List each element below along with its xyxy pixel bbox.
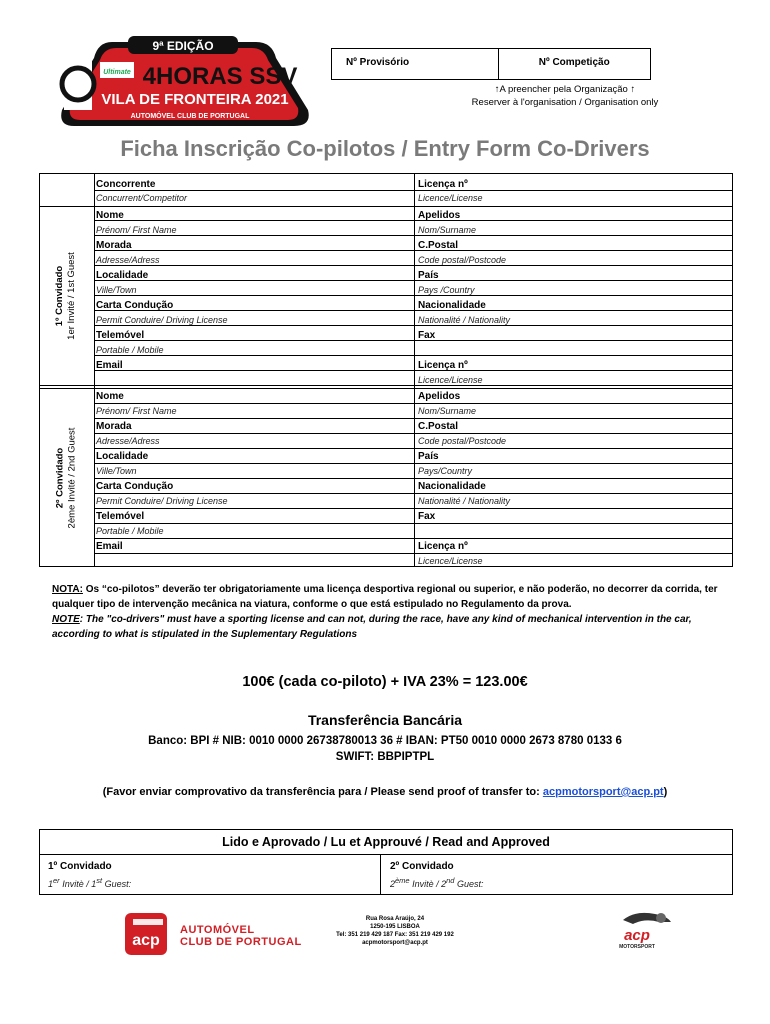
organisation-note-pt: ↑A preencher pela Organização ↑ xyxy=(494,84,636,95)
guest2-right-field-5-sub: Licence/License xyxy=(418,556,483,566)
guest2-left-field-1-label[interactable]: Morada xyxy=(96,421,132,432)
note-block xyxy=(52,582,742,642)
note-pt: NOTA: Os “co-pilotos” deverão ter obrigatoriamente uma licença desportiva regional ou superior, e não poderão, no decorrer da corrida, ter qualquer tipo de intervenção mecânica na viatura, conforme o que está estipulado no Regulamento da prova. xyxy=(52,584,718,610)
guest2-right-field-3-sub: Nationalité / Nationality xyxy=(418,496,511,506)
competitor-licence-sub: Licence/License xyxy=(418,193,483,203)
guest1-right-field-0-sub: Nom/Surname xyxy=(418,225,477,235)
acp-name: AUTOMÓVEL CLUB DE PORTUGAL xyxy=(180,924,302,948)
event-logo xyxy=(50,32,318,132)
guest2-right-field-0-label[interactable]: Apelidos xyxy=(418,391,461,402)
logo-edition: 9ª EDIÇÃO xyxy=(152,39,214,53)
organisation-note-en: Reserver à l'organisation / Organisation only xyxy=(471,97,659,108)
guest1-right-field-3-label[interactable]: Nacionalidade xyxy=(418,300,486,311)
guest2-right-field-5-label[interactable]: Licença nº xyxy=(418,541,468,552)
acp-logo xyxy=(125,913,167,955)
guest1-right-field-2-label[interactable]: País xyxy=(418,270,439,281)
logo-line2: VILA DE FRONTEIRA 2021 xyxy=(101,91,289,108)
swift-line: SWIFT: BBPIPTPL xyxy=(335,751,435,763)
guest2-left-field-4-label[interactable]: Telemóvel xyxy=(96,511,145,522)
guest1-right-field-4-label[interactable]: Fax xyxy=(418,330,436,341)
organisation-note xyxy=(430,83,700,109)
guest2-left-field-3-sub: Permit Conduire/ Driving License xyxy=(96,496,228,506)
provisional-number-field[interactable]: Nº Provisório xyxy=(332,49,499,79)
competitor-label: Concorrente xyxy=(96,179,156,190)
entry-form xyxy=(39,173,733,567)
note-en: NOTE: The "co-drivers" must have a sporting license and can not, during the race, have any kind of mechanical intervention in the car, according to what is stipulated in the Suplementary Regulations xyxy=(52,614,692,640)
guest1-left-field-0-sub: Prénom/ First Name xyxy=(96,225,177,235)
guest2-right-field-2-label[interactable]: País xyxy=(418,451,439,462)
page-title: Ficha Inscrição Co-pilotos / Entry Form Co-Drivers xyxy=(120,136,650,161)
approve-guest1-sub[interactable]: 1er Invitè / 1st Guest: xyxy=(48,876,132,889)
guest1-right-field-5-sub: Licence/License xyxy=(418,375,483,385)
approval-head: Lido e Aprovado / Lu et Approuvé / Read and Approved xyxy=(40,830,732,855)
logo-sponsor: Ultimate xyxy=(103,69,131,76)
guest1-left-field-4-sub: Portable / Mobile xyxy=(96,345,164,355)
guest1-right-field-0-label[interactable]: Apelidos xyxy=(418,210,461,221)
guest2-side-label: 2º Convidado 2ème Invité / 2nd Guest xyxy=(54,427,77,528)
guest2-right-field-3-label[interactable]: Nacionalidade xyxy=(418,481,486,492)
bank-details xyxy=(0,733,770,765)
guest1-left-field-2-sub: Ville/Town xyxy=(96,285,137,295)
organisation-box xyxy=(331,48,651,80)
guest1-left-field-3-label[interactable]: Carta Condução xyxy=(96,300,174,311)
guest2-left-field-5-label[interactable]: Email xyxy=(96,541,123,552)
proof-line: (Favor enviar comprovativo da transferência para / Please send proof of transfer to: acpmotorsport@acp.pt) xyxy=(102,786,668,798)
guest1-left-field-5-label[interactable]: Email xyxy=(96,360,123,371)
guest2-right-field-4-label[interactable]: Fax xyxy=(418,511,436,522)
guest2-right-field-0-sub: Nom/Surname xyxy=(418,406,477,416)
approve-guest2-sub[interactable]: 2ème Invitè / 2nd Guest: xyxy=(390,876,484,889)
guest2-left-field-1-sub: Adresse/Adress xyxy=(96,436,160,446)
guest2-left-field-3-label[interactable]: Carta Condução xyxy=(96,481,174,492)
approve-guest1-label: 1º Convidado xyxy=(48,861,112,872)
guest2-left-field-4-sub: Portable / Mobile xyxy=(96,526,164,536)
svg-text:acp: acp xyxy=(624,927,650,944)
guest1-side-label: 1º Convidado 1er Invité / 1st Guest xyxy=(54,251,77,340)
competition-number-field[interactable]: Nº Competição xyxy=(538,57,610,68)
acp-motorsport-logo xyxy=(615,908,675,950)
guest1-right-field-1-sub: Code postal/Postcode xyxy=(418,255,507,265)
guest1-left-field-1-label[interactable]: Morada xyxy=(96,240,132,251)
guest2-right-field-2-sub: Pays/Country xyxy=(418,466,473,476)
logo-club: AUTOMÓVEL CLUB DE PORTUGAL xyxy=(130,113,250,120)
guest2-left-field-0-sub: Prénom/ First Name xyxy=(96,406,177,416)
competitor-licence-label: Licença nº xyxy=(418,179,468,190)
guest1-left-field-0-label[interactable]: Nome xyxy=(96,210,124,221)
logo-line1: 4HORAS SSV xyxy=(142,63,298,90)
approval-box xyxy=(39,829,733,895)
guest2-left-field-2-sub: Ville/Town xyxy=(96,466,137,476)
guest1-left-field-1-sub: Adresse/Adress xyxy=(96,255,160,265)
price: 100€ (cada co-piloto) + IVA 23% = 123.00€ xyxy=(242,674,528,690)
svg-text:MOTORSPORT: MOTORSPORT xyxy=(619,944,655,950)
competitor-sub: Concurrent/Competitor xyxy=(96,193,188,203)
guest2-right-field-1-sub: Code postal/Postcode xyxy=(418,436,507,446)
guest2-left-field-2-label[interactable]: Localidade xyxy=(96,451,149,462)
transfer-title: Transferência Bancária xyxy=(307,712,463,728)
guest1-left-field-3-sub: Permit Conduire/ Driving License xyxy=(96,315,228,325)
guest1-right-field-2-sub: Pays /Country xyxy=(418,285,475,295)
guest1-right-field-3-sub: Nationalité / Nationality xyxy=(418,315,511,325)
svg-text:acp: acp xyxy=(132,932,160,949)
guest2-right-field-1-label[interactable]: C.Postal xyxy=(418,421,459,432)
bank-line: Banco: BPI # NIB: 0010 0000 26738780013 36 # IBAN: PT50 0010 0000 2673 8780 0133 6 xyxy=(148,735,622,747)
guest1-right-field-1-label[interactable]: C.Postal xyxy=(418,240,459,251)
address: Rua Rosa Araújo, 24 1250-195 LISBOA Tel: 351 219 429 187 Fax: 351 219 429 192 acpmotorsport@acp.pt xyxy=(336,916,454,946)
guest1-right-field-5-label[interactable]: Licença nº xyxy=(418,360,468,371)
guest2-left-field-0-label[interactable]: Nome xyxy=(96,391,124,402)
email-link[interactable]: acpmotorsport@acp.pt xyxy=(542,786,664,798)
guest1-left-field-4-label[interactable]: Telemóvel xyxy=(96,330,145,341)
approve-guest2-label: 2º Convidado xyxy=(390,861,454,872)
guest1-left-field-2-label[interactable]: Localidade xyxy=(96,270,149,281)
